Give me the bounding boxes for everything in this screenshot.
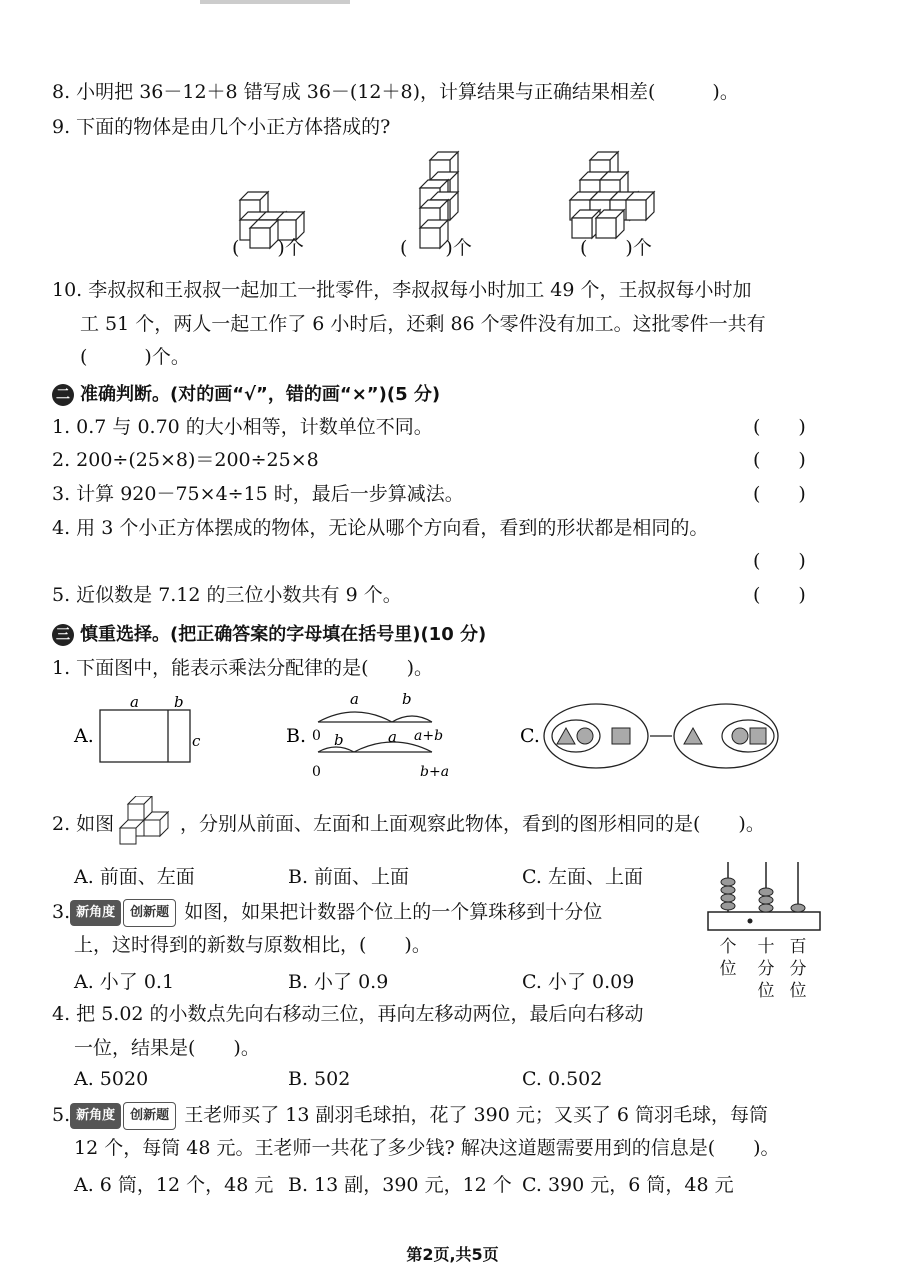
q2-option-b[interactable]: B. 前面、上面	[288, 866, 410, 888]
judge-paren-5[interactable]: ( )	[753, 584, 806, 606]
abacus-label-hundredths: 百 分 位	[789, 937, 807, 1001]
section-2-badge: 二	[52, 384, 74, 406]
judge-paren-2[interactable]: ( )	[753, 449, 806, 471]
svg-text:0: 0	[312, 728, 321, 744]
tag-innovation-q5: 创新题	[123, 1102, 176, 1130]
choice-question-5-line2: 12 个，每筒 48 元。王老师一共花了多少钱? 解决这道题需要用到的信息是( )。	[74, 1137, 780, 1159]
distributive-law-figures	[0, 690, 905, 785]
choice-question-3-line2: 上，这时得到的新数与原数相比，( )。	[74, 934, 431, 956]
judge-item-1: 1. 0.7 与 0.70 的大小相等，计数单位不同。	[52, 416, 433, 438]
page-footer: 第2页,共5页	[406, 1245, 499, 1264]
question-10-line3: ( )个。	[80, 346, 190, 368]
svg-text:c: c	[192, 732, 201, 750]
q4-option-c[interactable]: C. 0.502	[522, 1068, 603, 1090]
q9-answer-3[interactable]: ( )个	[580, 237, 652, 259]
choice-question-5: 5. 新角度 创新题 王老师买了 13 副羽毛球拍，花了 390 元；又买了 6 筒羽毛球，每筒	[52, 1102, 768, 1130]
svg-text:a: a	[388, 728, 397, 746]
svg-text:a: a	[350, 690, 359, 708]
section-2-title: 准确判断。(对的画“√”，错的画“×”)(5 分)	[80, 384, 441, 405]
q9-answer-1[interactable]: ( )个	[232, 237, 304, 259]
q9-answer-2[interactable]: ( )个	[400, 237, 472, 259]
choice-question-4-line2: 一位，结果是( )。	[74, 1037, 260, 1059]
section-2-heading	[52, 380, 440, 406]
q3-option-b[interactable]: B. 小了 0.9	[288, 971, 389, 993]
tag-innovation: 创新题	[123, 899, 176, 927]
svg-text:b: b	[334, 731, 344, 749]
cube-figure-3	[570, 152, 654, 238]
choice-question-1: 1. 下面图中，能表示乘法分配律的是( )。	[52, 657, 433, 679]
q5-option-b[interactable]: B. 13 副，390 元，12 个	[288, 1174, 512, 1196]
svg-text:b: b	[174, 693, 184, 711]
judge-paren-4[interactable]: ( )	[753, 550, 806, 572]
abacus-label-ones: 个 位	[719, 937, 737, 979]
question-8: 8. 小明把 36－12＋8 错写成 36－(12＋8)，计算结果与正确结果相差( )。	[52, 81, 739, 103]
section-3-heading	[52, 620, 486, 646]
q2-option-a[interactable]: A. 前面、左面	[74, 866, 195, 888]
option-a-label: A.	[74, 725, 94, 747]
rectangle-a	[100, 710, 190, 762]
option-b-label: B.	[286, 725, 307, 747]
q3-option-a[interactable]: A. 小了 0.1	[74, 971, 175, 993]
svg-text:b+a: b+a	[420, 764, 450, 780]
judge-item-5: 5. 近似数是 7.12 的三位小数共有 9 个。	[52, 584, 402, 606]
tag-new-angle: 新角度	[70, 900, 121, 926]
judge-paren-1[interactable]: ( )	[753, 416, 806, 438]
abacus-label-tenths: 十 分 位	[757, 937, 775, 1001]
q3-option-c[interactable]: C. 小了 0.09	[522, 971, 635, 993]
top-scan-mark	[200, 0, 350, 4]
choice-question-2-post: ，分别从前面、左面和上面观察此物体，看到的图形相同的是( )。	[180, 813, 765, 835]
choice-question-3: 3. 新角度 创新题 如图，如果把计数器个位上的一个算珠移到十分位	[52, 899, 602, 927]
svg-text:a: a	[130, 693, 139, 711]
cube-figures	[0, 140, 905, 250]
q4-option-a[interactable]: A. 5020	[74, 1068, 149, 1090]
cube-figure-2	[420, 152, 458, 248]
q4-option-b[interactable]: B. 502	[288, 1068, 351, 1090]
q5-option-c[interactable]: C. 390 元，6 筒，48 元	[522, 1174, 734, 1196]
judge-item-2: 2. 200÷(25×8)＝200÷25×8	[52, 449, 319, 471]
section-3-title: 慎重选择。(把正确答案的字母填在括号里)(10 分)	[80, 624, 487, 645]
q2-option-c[interactable]: C. 左面、上面	[522, 866, 643, 888]
question-9: 9. 下面的物体是由几个小正方体搭成的?	[52, 116, 391, 138]
svg-text:0: 0	[312, 764, 321, 780]
question-10-line2: 工 51 个，两人一起工作了 6 小时后，还剩 86 个零件没有加工。这批零件一共有	[80, 313, 766, 335]
q2-cube-figure	[118, 796, 180, 850]
section-3-badge: 三	[52, 624, 74, 646]
q5-option-a[interactable]: A. 6 筒，12 个，48 元	[74, 1174, 274, 1196]
option-c-label: C.	[520, 725, 540, 747]
choice-question-4-line1: 4. 把 5.02 的小数点先向右移动三位，再向左移动两位，最后向右移动	[52, 1003, 644, 1025]
question-10-line1: 10. 李叔叔和王叔叔一起加工一批零件，李叔叔每小时加工 49 个，王叔叔每小时加	[52, 279, 752, 301]
judge-item-3: 3. 计算 920－75×4÷15 时，最后一步算减法。	[52, 483, 464, 505]
svg-text:a+b: a+b	[414, 728, 444, 744]
choice-question-2-pre: 2. 如图	[52, 813, 115, 835]
svg-text:b: b	[402, 690, 412, 708]
judge-paren-3[interactable]: ( )	[753, 483, 806, 505]
judge-item-4: 4. 用 3 个小正方体摆成的物体，无论从哪个方向看，看到的形状都是相同的。	[52, 517, 709, 539]
tag-new-angle-q5: 新角度	[70, 1103, 121, 1129]
